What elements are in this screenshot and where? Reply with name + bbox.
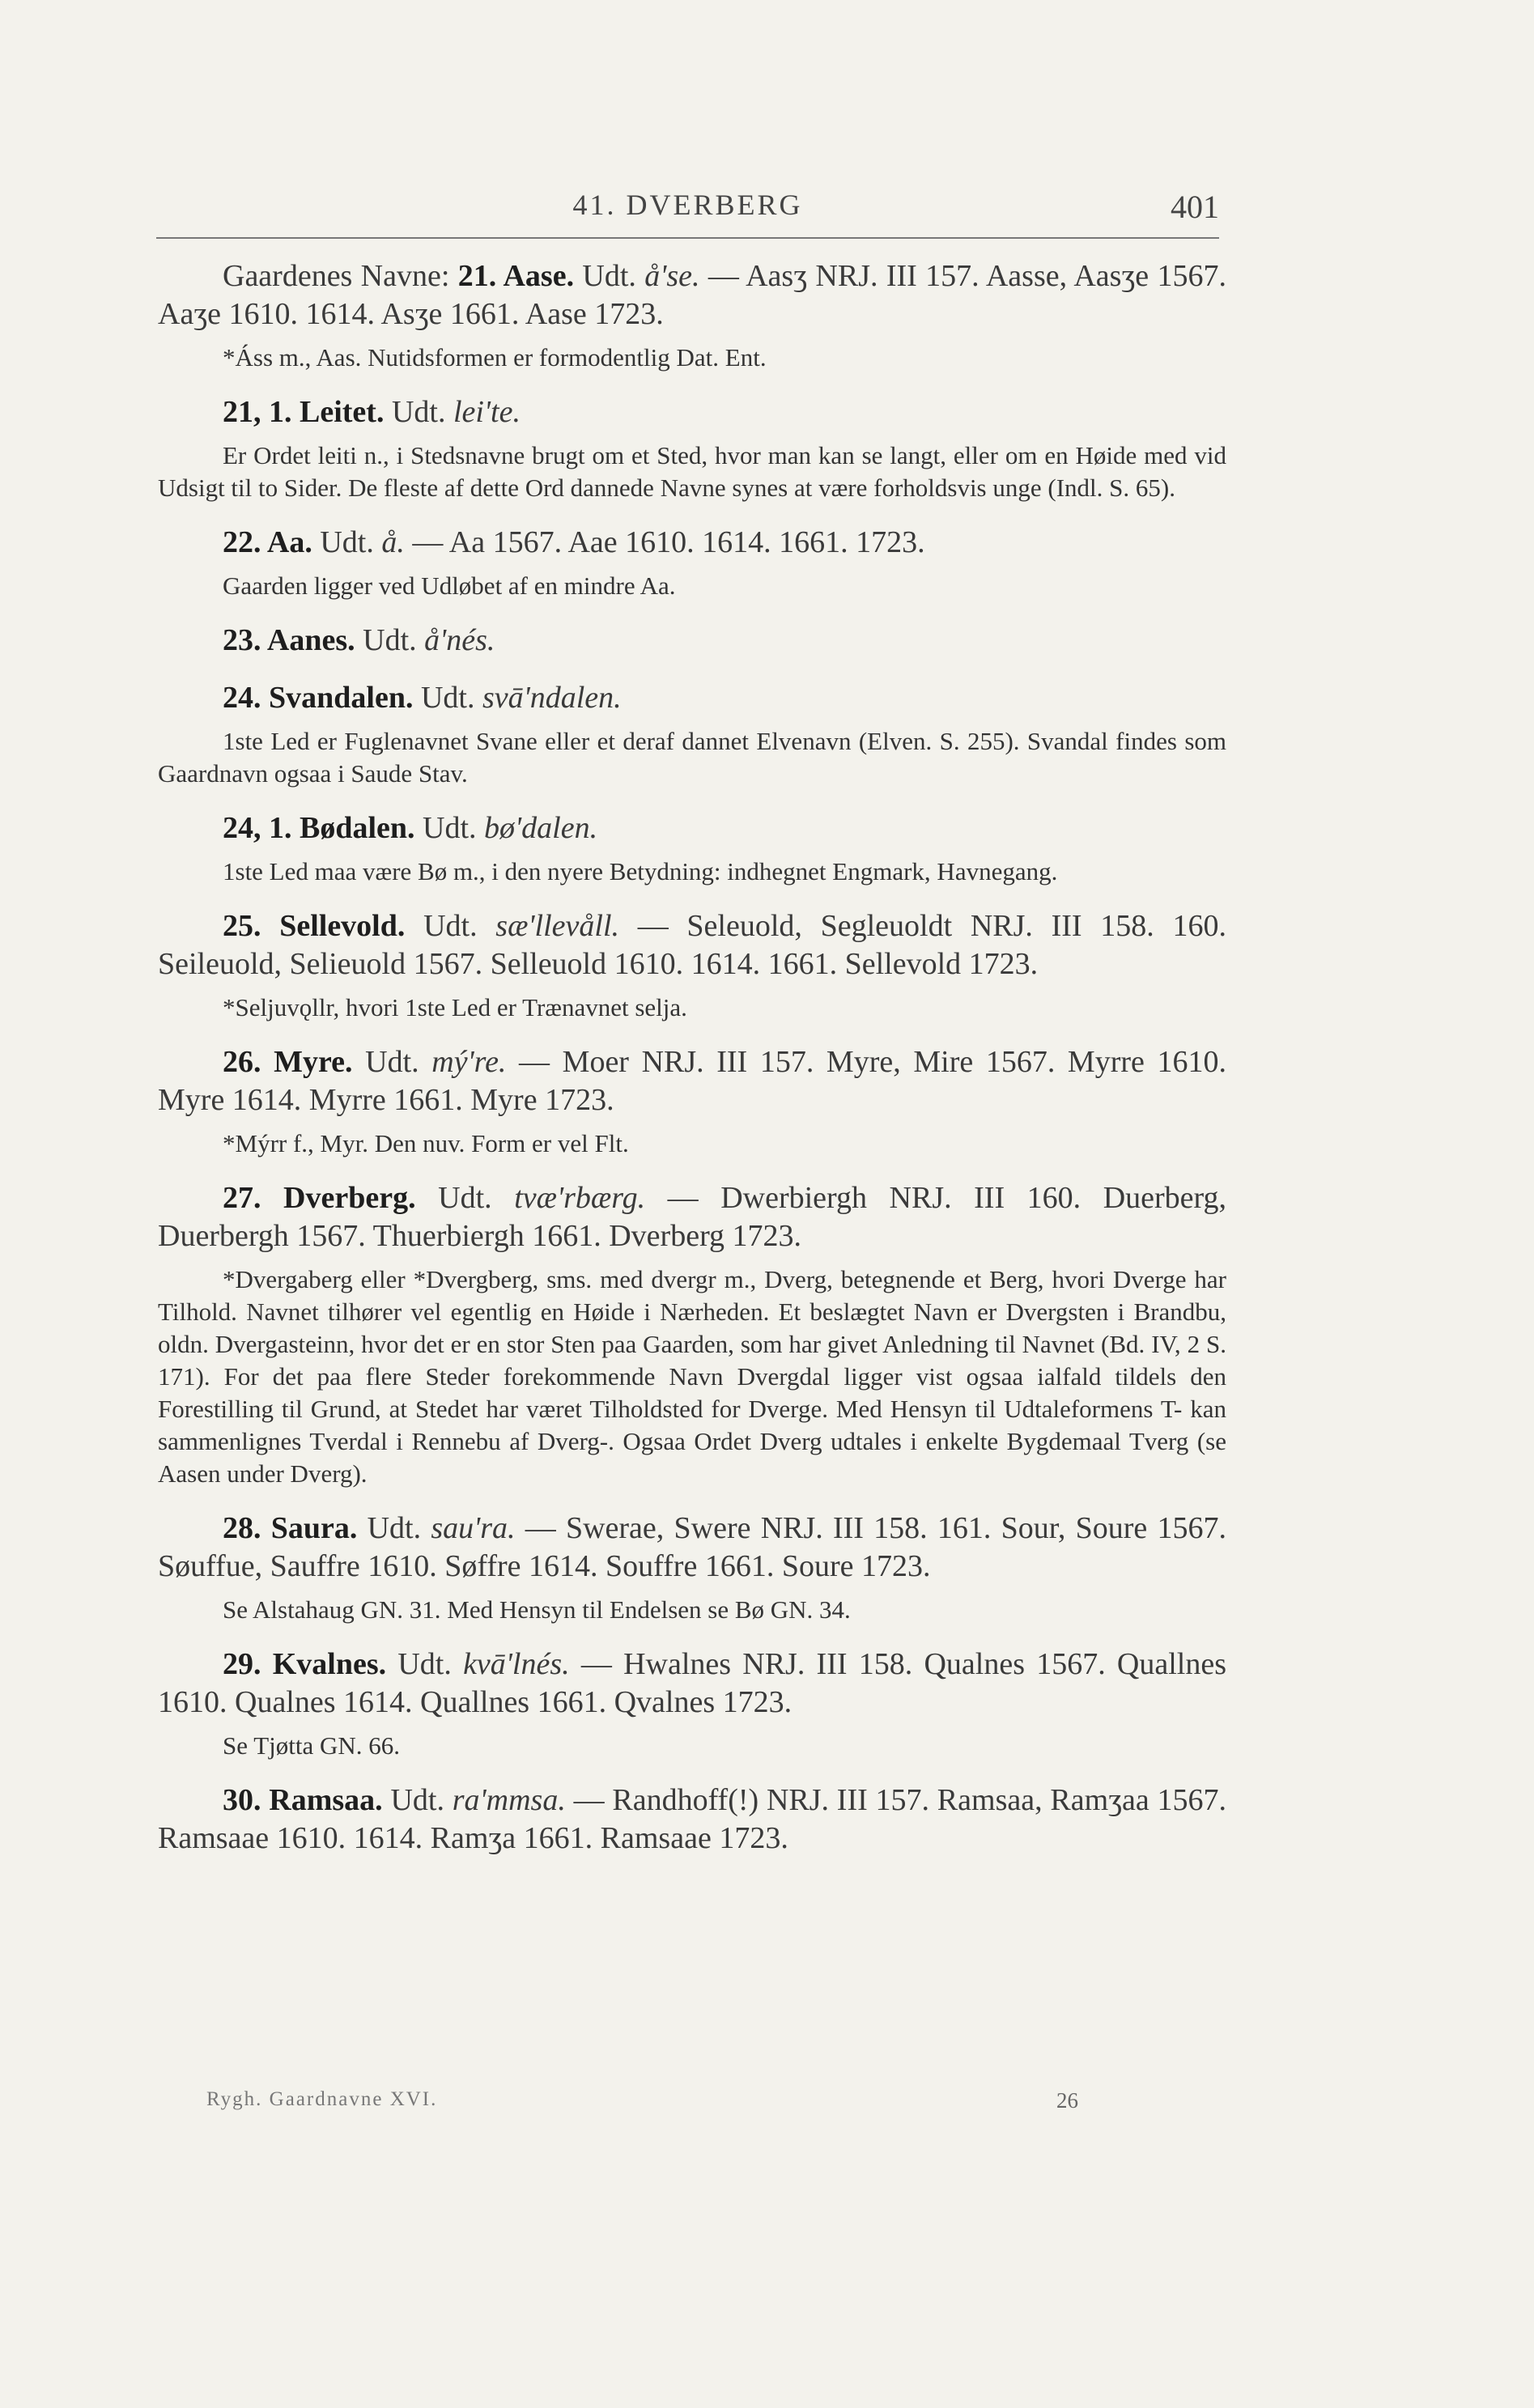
udt-label: Udt. xyxy=(415,1181,515,1215)
udt-label: Udt. xyxy=(355,623,425,657)
udt-label: Udt. xyxy=(382,1783,453,1817)
pronunciation: lei'te. xyxy=(453,395,521,429)
entry-heading: 23. Aanes. xyxy=(223,623,355,657)
pronunciation: bø'dalen. xyxy=(484,811,598,845)
chapter-title: 41. DVERBERG xyxy=(572,189,803,221)
entry-29-note: Se Tjøtta GN. 66. xyxy=(223,1731,400,1760)
entry-text: — Moer NRJ. III 157. Myre, Mire 1567. Myrre 1610. Myre 1614. Myrre 1661. Myre 1723. xyxy=(158,1045,1226,1117)
entry-22-note: Gaarden ligger ved Udløbet af en mindre Aa. xyxy=(223,571,676,600)
page-footer xyxy=(158,2088,1226,2121)
entry-text: — Seleuold, Segleuoldt NRJ. III 158. 160. Seileuold, Selieuold 1567. Selleuold 1610. 1614. 1661. Sellevold 1723. xyxy=(158,909,1226,981)
entry-30 xyxy=(158,1782,1226,1858)
entry-21-1 xyxy=(158,393,1226,431)
intro-label: Gaardenes Navne: xyxy=(223,259,458,293)
entry-27-note: *Dvergaberg eller *Dvergberg, sms. med dvergr m., Dverg, betegnende et Berg, hvori Dverge har Tilhold. Navnet tilhører vel egentlig en Høide i Nærheden. Et beslægtet Navn er Dvergsten i Brandbu, oldn. Dvergasteinn, hvor det er en stor Sten paa Gaarden, som har givet Anledning til Navnet (Bd. IV, 2 S. 171). For det paa flere Steder forekommende Navn Dvergdal ligger vist ogsaa ialfald tildels den Forestilling til Grund, at Stedet har været Tilholdsted for Dverge. Med Hensyn til Udtaleformens T- kan sammenlignes Tverdal i Rennebu af Dverg-. Ogsaa Ordet Dverg udtales i enkelte Bygdemaal Tverg (se Aasen under Dverg). xyxy=(158,1265,1226,1488)
pronunciation: kvā'lnés. xyxy=(463,1647,570,1681)
entry-24-1 xyxy=(158,809,1226,847)
pronunciation: svā'ndalen. xyxy=(482,681,622,715)
entry-text: — Aa 1567. Aae 1610. 1614. 1661. 1723. xyxy=(404,525,925,559)
entry-text: — Hwalnes NRJ. III 158. Qualnes 1567. Quallnes 1610. Qualnes 1614. Quallnes 1661. Qvalnes 1723. xyxy=(158,1647,1226,1719)
entry-29 xyxy=(158,1646,1226,1722)
udt-label: Udt. xyxy=(352,1045,432,1079)
entry-heading: 22. Aa. xyxy=(223,525,312,559)
udt-label: Udt. xyxy=(413,681,482,715)
main-text xyxy=(158,257,1226,1858)
udt-label: Udt. xyxy=(405,909,496,943)
entry-text: — Aasʒ NRJ. III 157. Aasse, Aasʒe 1567. Aaʒe 1610. 1614. Asʒe 1661. Aase 1723. xyxy=(158,259,1227,331)
entry-heading: 21. Aase. xyxy=(457,259,575,293)
entry-heading: 30. Ramsaa. xyxy=(223,1783,383,1817)
entry-heading: 24. Svandalen. xyxy=(223,681,414,715)
running-header xyxy=(156,188,1219,231)
entry-25-note: *Seljuvǫllr, hvori 1ste Led er Trænavnet selja. xyxy=(223,993,687,1021)
entry-text: — Swerae, Swere NRJ. III 158. 161. Sour, Soure 1567. Søuffue, Sauffre 1610. Søffre 1614. Souffre 1661. Soure 1723. xyxy=(158,1511,1226,1583)
pronunciation: å. xyxy=(381,525,405,559)
entry-24-note: 1ste Led er Fuglenavnet Svane eller et deraf dannet Elvenavn (Elven. S. 255). Svandal findes som Gaardnavn ogsaa i Saude Stav. xyxy=(158,727,1226,788)
entry-21 xyxy=(158,257,1226,333)
pronunciation: mý're. xyxy=(431,1045,507,1079)
entry-28-note: Se Alstahaug GN. 31. Med Hensyn til Endelsen se Bø GN. 34. xyxy=(223,1595,851,1624)
entry-text: — Randhoff(!) NRJ. III 157. Ramsaa, Ramʒaa 1567. Ramsaae 1610. 1614. Ramʒa 1661. Ramsaae 1723. xyxy=(158,1783,1227,1855)
entry-24 xyxy=(158,679,1226,717)
pronunciation: sau'ra. xyxy=(431,1511,516,1545)
entry-26 xyxy=(158,1043,1226,1119)
entry-26-note: *Mýrr f., Myr. Den nuv. Form er vel Flt. xyxy=(223,1129,629,1157)
entry-heading: 26. Myre. xyxy=(223,1045,353,1079)
entry-25 xyxy=(158,907,1226,983)
udt-label: Udt. xyxy=(386,1647,464,1681)
entry-text: — Dwerbiergh NRJ. III 160. Duerberg, Duerbergh 1567. Thuerbiergh 1661. Dverberg 1723. xyxy=(158,1181,1227,1253)
entry-22 xyxy=(158,524,1226,562)
pronunciation: tvæ'rbærg. xyxy=(514,1181,646,1215)
udt-label: Udt. xyxy=(357,1511,431,1545)
entry-21-1-note: Er Ordet leiti n., i Stedsnavne brugt om et Sted, hvor man kan se langt, eller om en Høide med vid Udsigt til to Sider. De fleste af dette Ord dannede Navne synes at være forholdsvis unge (Indl. S. 65). xyxy=(158,441,1226,502)
pronunciation: å'nés. xyxy=(424,623,495,657)
entry-heading: 21, 1. Leitet. xyxy=(223,395,385,429)
entry-23 xyxy=(158,622,1226,660)
entry-heading: 24, 1. Bødalen. xyxy=(223,811,415,845)
udt-label: Udt. xyxy=(574,259,645,293)
udt-label: Udt. xyxy=(312,525,382,559)
pronunciation: å'se. xyxy=(644,259,700,293)
entry-24-1-note: 1ste Led maa være Bø m., i den nyere Betydning: indhegnet Engmark, Havnegang. xyxy=(223,857,1058,885)
pronunciation: ra'mmsa. xyxy=(452,1783,566,1817)
udt-label: Udt. xyxy=(384,395,453,429)
udt-label: Udt. xyxy=(414,811,485,845)
entry-heading: 27. Dverberg. xyxy=(223,1181,416,1215)
signature-mark: 26 xyxy=(1056,2088,1078,2113)
entry-heading: 28. Saura. xyxy=(223,1511,358,1545)
header-rule xyxy=(156,237,1219,239)
entry-heading: 25. Sellevold. xyxy=(223,909,406,943)
entry-28 xyxy=(158,1510,1226,1586)
source-line: Rygh. Gaardnavne XVI. xyxy=(206,2088,438,2110)
entry-heading: 29. Kvalnes. xyxy=(223,1647,387,1681)
entry-27 xyxy=(158,1179,1226,1255)
entry-21-note: *Áss m., Aas. Nutidsformen er formodentlig Dat. Ent. xyxy=(223,343,767,372)
pronunciation: sæ'llevåll. xyxy=(495,909,620,943)
page-number: 401 xyxy=(1171,189,1219,225)
